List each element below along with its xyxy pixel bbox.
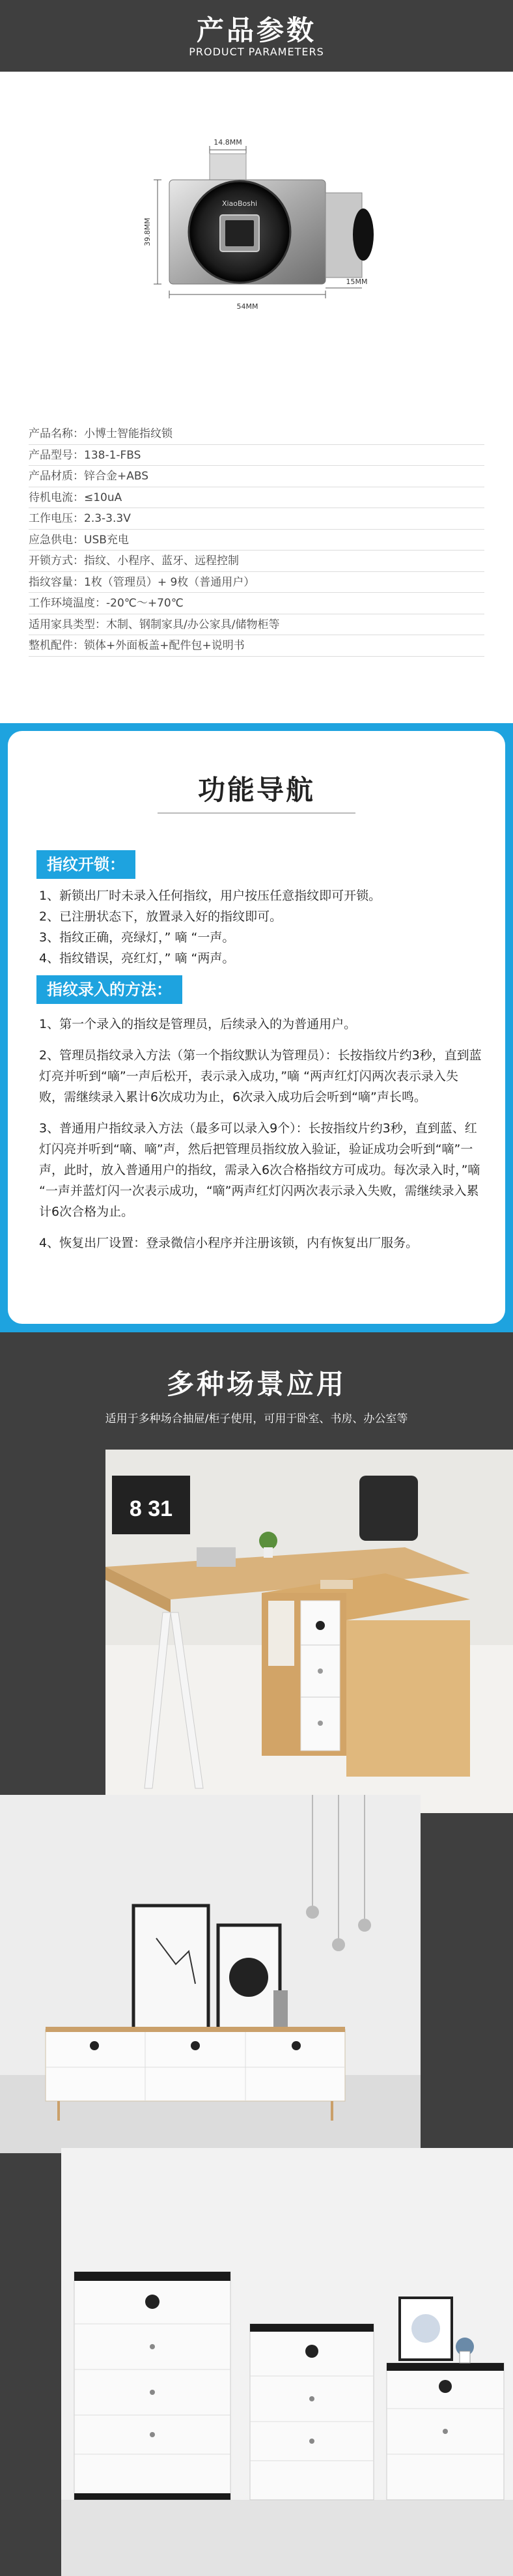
scene-section [0,1332,513,2576]
params-header [0,0,513,72]
param-row: 应急供电：USB充电 [29,530,484,551]
list-item: 4、指纹错误，亮红灯，” 嘀 “两声。 [39,951,235,966]
param-row: 产品材质：锌合金+ABS [29,466,484,487]
param-row: 产品名称：小博士智能指纹锁 [29,423,484,445]
dim-left-label: 39.8MM [143,218,152,246]
sideboard-photo [0,1795,421,2153]
function-nav-title: 功能导航 [197,774,315,806]
dim-bottom-label: 54MM [236,302,258,311]
title-divider [158,812,355,814]
list-item: 2、管理员指纹录入方法（第一个指纹默认为管理员）：长按指纹片约3秒，直到蓝灯亮并听到“嘀”一声后松开，表示录入成功，”嘀 “两声红灯闪两次表示录入失败，需继续录入累计6次成功为止，6次录入成功后会听到“嘀”声长鸣。 [39,1048,482,1104]
param-row: 工作环境温度：-20℃～+70℃ [29,593,484,614]
param-row: 整机配件：锁体+外面板盖+配件包+说明书 [29,635,484,657]
params-title: 产品参数 [196,14,316,46]
drawer-cabinets-photo [61,2148,513,2576]
function-nav-section [0,723,513,1332]
lock-diagram-area [0,72,513,417]
param-row: 工作电压：2.3-3.3V [29,508,484,530]
unlock-tag: 指纹开锁： [36,850,135,879]
list-item: 3、指纹正确，亮绿灯，” 嘀 “一声。 [39,930,235,945]
lock-diagram [130,137,404,345]
list-item: 2、已注册状态下，放置录入好的指纹即可。 [39,909,283,924]
list-item: 3、普通用户指纹录入方法（最多可以录入9个）：长按指纹片约3秒，直到蓝、红灯闪亮并听到“嘀、嘀”声，然后把管理员指纹放入验证，验证成功会听到“嘀”一声，此时，放入普通用户的指纹，需录入6次合格指纹方可成功。每次录入时，”嘀 “一声并蓝灯闪一次表示成功，“嘀”两声红灯闪两次表示录入失败，需继续录入累计6次合格为止。 [39,1121,480,1219]
scene-subtitle: 适用于多种场合抽屉/柜子使用，可用于卧室、书房、办公室等 [105,1412,408,1425]
list-item: 4、恢复出厂设置：登录微信小程序并注册该锁，内有恢复出厂服务。 [39,1236,419,1250]
dim-top-label: 14.8MM [214,138,242,147]
enroll-list [39,1014,482,1264]
dim-right-label: 15MM [346,278,368,286]
function-nav-card [8,731,505,1324]
param-row: 指纹容量：1枚（管理员）+ 9枚（普通用户） [29,572,484,594]
lock-brand: XiaoBoshi [221,199,258,208]
param-row: 适用家具类型：木制、钢制家具/办公家具/储物柜等 [29,614,484,636]
list-item: 1、新锁出厂时未录入任何指纹，用户按压任意指纹即可开锁。 [39,889,381,903]
param-row: 开锁方式：指纹、小程序、蓝牙、远程控制 [29,551,484,572]
unlock-list [39,885,482,969]
list-item: 1、第一个录入的指纹是管理员，后续录入的为普通用户。 [39,1017,357,1031]
enroll-tag: 指纹录入的方法： [36,975,182,1004]
scene-title: 多种场景应用 [166,1368,346,1400]
param-row: 待机电流：≤10uA [29,487,484,509]
param-row: 产品型号：138-1-FBS [29,445,484,466]
params-table [29,423,484,657]
params-subtitle: PRODUCT PARAMETERS [189,46,324,58]
office-desk-photo [105,1450,513,1813]
monitor-clock: 8 31 [129,1496,173,1521]
